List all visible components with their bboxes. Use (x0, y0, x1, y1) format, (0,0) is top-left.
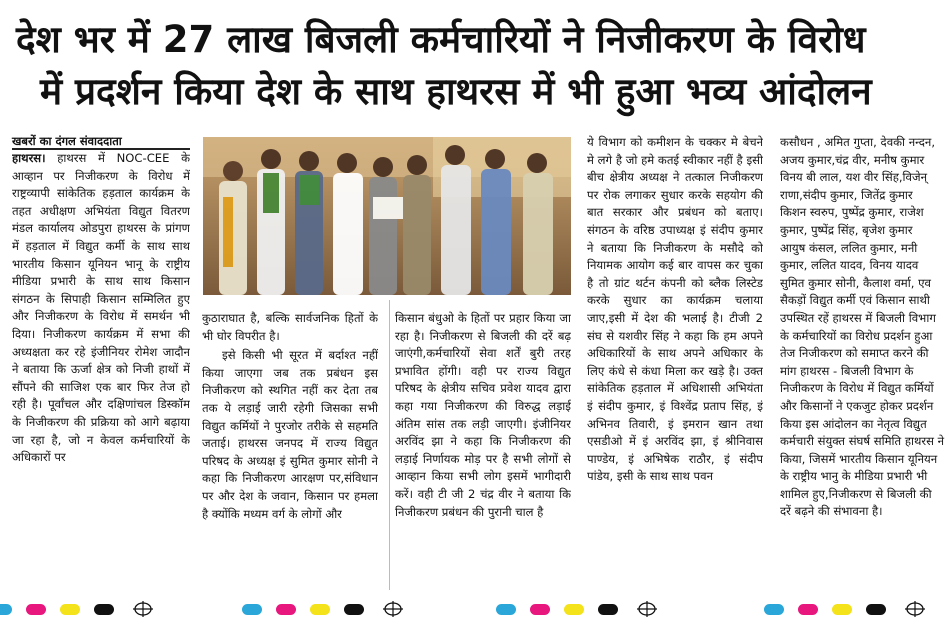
registration-swatch (764, 604, 784, 615)
column-5-line: उपस्थित रहें हाथरस में बिजली विभाग (780, 310, 936, 325)
headline-line-1: देश भर में 27 लाख बिजली कर्मचारियों ने निजीकरण के विरोध (16, 18, 866, 61)
article-column-1 (12, 150, 190, 590)
column-5-line: किशन स्वरुप, पुष्पेंद्र कुमार, राजेश (780, 205, 924, 220)
registration-swatch (94, 604, 114, 615)
column-5-line: आयुष कंसल, ललित कुमार, मनी (780, 240, 918, 255)
column-5-line: दरें बढ़ने की संभावना है। (780, 504, 883, 519)
registration-crosshair-icon (132, 600, 154, 618)
column-5-line: कसौधन , अमित गुप्ता, देवकी नन्दन, (780, 135, 936, 149)
photo-illustration (203, 137, 571, 295)
registration-swatch (310, 604, 330, 615)
registration-swatch (598, 604, 618, 615)
column-2-para-1: कुठाराघात है, बल्कि सार्वजनिक हितों के भी घोर विपरीत है। (202, 311, 378, 343)
column-3-text: किसान बंधुओ के हितों पर प्रहार किया जा रहा है। निजीकरण से बिजली की दरें बढ़ जाएंगी,कर्मचारियों सेवा शर्तें बुरी तरह प्रभावित होंगी। वही पर राज्य विद्युत परिषद के क्षेत्रीय सचिव प्रवेश यादव द्वारा कहा गया निजीकरण की विरुद्ध लड़ाई अंतिम सांस तक लड़ी जाएगी। इंजीनियर अरविंद झा ने कहा कि निजीकरण की लड़ाई निर्णायक मोड़ पर है सभी लोगों से आव्हान किया सभी लोग इसमें भागीदारी करें। वही टी जी 2 चंद्र वीर ने बताया कि निजीकरण प्रबंधन की पुरानी चाल है (395, 311, 571, 519)
column-5-line: कर्मचारी संयुक्त संघर्ष समिति हाथरस ने (780, 434, 945, 449)
column-5-line: किया, जिसमें भारतीय किसान यूनियन (780, 451, 938, 466)
registration-swatch (798, 604, 818, 615)
column-5-line: और किसानों ने एकजुट होकर प्रदर्शन (780, 398, 934, 413)
column-5-line: कुमार, पुष्पेंद्र सिंह, बृजेश कुमार (780, 222, 913, 237)
column-5-line: शामिल हुए,निजीकरण से बिजली की (780, 486, 932, 501)
column-5-line: के कर्मचारियों का विरोध प्रदर्शन हुआ (780, 328, 933, 343)
column-5-line: कुमार, ललित यादव, विनय यादव (780, 258, 919, 273)
byline: खबरों का दंगल संवाददाता (12, 134, 122, 148)
registration-swatch (832, 604, 852, 615)
registration-swatch (242, 604, 262, 615)
column-5-line: अजय कुमार,चंद्र वीर, मनीष कुमार (780, 152, 925, 167)
column-5-line: मांग हाथरस - बिजली विभाग के (780, 363, 914, 378)
registration-swatch (344, 604, 364, 615)
registration-crosshair-icon (636, 600, 658, 618)
column-4-text: ये विभाग को कमीशन के चक्कर मे बेचने मे लगे है जो हमे कतई स्वीकार नहीं है इसी बीच क्षेत्रीय अध्यक्ष ने तत्काल निजीकरण पर रोक लगाकर सुधार करके सहयोग की बात सरकार और प्रबंधन को बताए। संगठन के वरिष्ठ उपाध्यक्ष इं संदीप कुमार ने बताया कि निजीकरण के मसौदे को नियामक आयोग कई बार वापस कर चुका है तो ग्रांट थर्टन कंपनी को ब्लैक लिस्टेड करके सुधार का कार्यक्रम चलाया जाए,इसी में देश की भलाई है। टीजी 2 संघ से यशवीर सिंह ने कहा कि हम अपने अधिकारियों के साथ अपने अधिकार के लिए कंधे से कंधा मिला कर खड़े है। उक्त सांकेतिक हड़ताल में अधिशासी अभियंता इं संदीप कुमार, इं विश्वेंद्र प्रताप सिंह, इं अभिनव तिवारी, इं इमरान खान तथा एसडीओ में इं अरविंद झा, इं श्रीनिवास पाण्डेय, इं अभिषेक राठौर, इं संदीप पांडेय, इसी के साथ साथ पवन (587, 135, 763, 484)
column-2-para-2: इसे किसी भी सूरत में बर्दाश्त नहीं किया जाएगा जब तक प्रबंधन इस निजीकरण को स्थगित नहीं कर देता तब तक ये लड़ाई जारी रहेगी जिसका सभी विद्युत कर्मियों ने पुरजोर तरीके से सहमति जताई। हाथरस जनपद में राज्य विद्युत परिषद के अध्यक्ष इं सुमित कुमार सोनी ने कहा कि निजीकरण आरक्षण पर,संविधान पर और देश के जवान, किसान पर हमला है क्योंकि मध्यम वर्ग के लोगों और (202, 348, 378, 521)
column-5-line: के राष्ट्रीय भानु के मीडिया प्रभारी भी (780, 469, 928, 484)
dateline: हाथरस। (12, 151, 46, 165)
headline-line-2: में प्रदर्शन किया देश के साथ हाथरस में भी हुआ भव्य आंदोलन (40, 70, 872, 113)
registration-swatch (0, 604, 12, 615)
registration-crosshair-icon (382, 600, 404, 618)
article-column-5 (780, 134, 949, 590)
column-5-line: सुमित कुमार सोनी, कैलाश वर्मा, एव (780, 275, 931, 290)
registration-swatch (564, 604, 584, 615)
article-column-3 (395, 310, 571, 590)
column-divider (389, 300, 390, 590)
column-5-line: किया इस आंदोलन का नेतृत्व विद्युत (780, 416, 927, 431)
event-photo (203, 137, 571, 295)
column-5-line: निजीकरण के विरोध में विद्युत कर्मियों (780, 381, 934, 396)
registration-crosshair-icon (904, 600, 926, 618)
column-1-text: हाथरस में NOC-CEE के आव्हान पर निजीकरण के विरोध में राष्ट्रव्यापी सांकेतिक हड़ताल कार्यक्रम के तहत अधीक्षण अभियंता विद्युत वितरण मंडल कार्यालय ओडपुरा हाथरस के प्रांगण में हड़ताल में विद्युत कर्मी के साथ साथ भारतीय किसान यूनियन भानू के राष्ट्रीय मीडिया प्रभारी के साथ साथ किसान संगठन के सिपाही किसान सम्मिलित हुए और निजीकरण के विरोध में समर्थन भी दिया। निजीकरण कार्यक्रम में सभा की अध्यक्षता कर रहे इंजीनियर रोमेश जादौन ने बताया कि ऊर्जा क्षेत्र को निजी हाथों में सौंपने की साजिश एक बार फिर तेज हो रही है। पूर्वांचल और दक्षिणांचल डिस्कॉम के निजीकरण की प्रक्रिया को आगे बढ़ाया जा रहा है, जो न केवल कर्मचारियों के अधिकारों पर (12, 151, 190, 465)
headline (0, 0, 949, 124)
column-5-line: विनय बी लाल, यश वीर सिंह,विजेन् (780, 170, 928, 185)
registration-swatch (866, 604, 886, 615)
byline-box (12, 130, 190, 150)
print-registration-marks (0, 596, 949, 624)
registration-swatch (26, 604, 46, 615)
column-5-line: सैकड़ों विद्युत कर्मी एवं किसान साथी (780, 293, 930, 308)
article-column-4 (587, 134, 763, 590)
registration-swatch (276, 604, 296, 615)
column-5-line: तेज निजीकरण को समाप्त करने की (780, 346, 929, 361)
registration-swatch (496, 604, 516, 615)
registration-swatch (60, 604, 80, 615)
column-5-line: राणा,संदीप कुमार, जितेंद्र कुमार (780, 187, 913, 202)
article-column-2 (202, 310, 378, 590)
registration-swatch (530, 604, 550, 615)
